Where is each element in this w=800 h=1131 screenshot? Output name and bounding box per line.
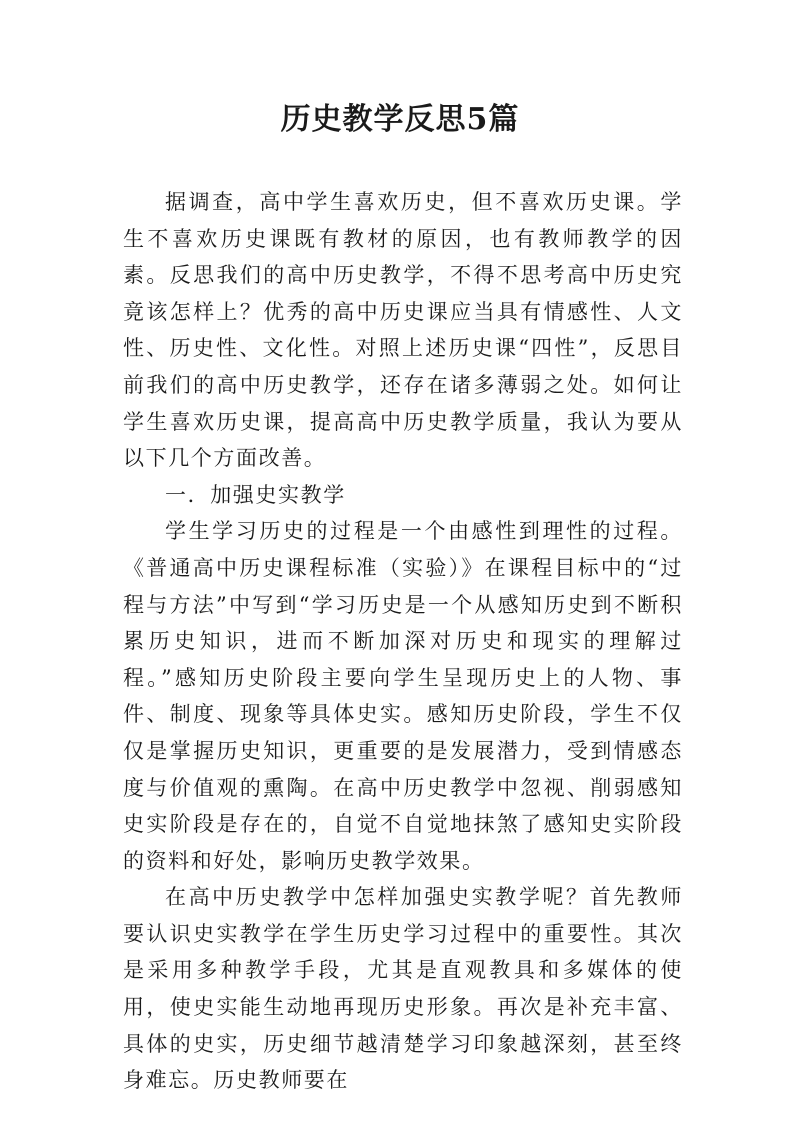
paragraph-how-to-strengthen: 在高中历史教学中怎样加强史实教学呢？首先教师要认识史实教学在学生历史学习过程中的重要性。其次是采用多种教学手段，尤其是直观教具和多媒体的使用，使史实能生动地再现历史形象。再次是补充丰富、具体的史实，历史细节越清楚学习印象越深刻，甚至终身难忘。历史教师要在 (123, 885, 683, 1093)
document-title: 历史教学反思5篇 (280, 102, 520, 137)
paragraph-history-learning: 学生学习历史的过程是一个由感性到理性的过程。《普通高中历史课程标准（实验）》在课程目标中的“过程与方法”中写到“学习历史是一个从感知历史到不断积累历史知识，进而不断加深对历史和现实的理解过程。”感知历史阶段主要向学生呈现历史上的人物、事件、制度、现象等具体史实。感知历史阶段，学生不仅仅是掌握历史知识，更重要的是发展潜力，受到情感态度与价值观的熏陶。在高中历史教学中忽视、削弱感知史实阶段是存在的，自觉不自觉地抹煞了感知史实阶段的资料和好处，影响历史教学效果。 (123, 519, 683, 873)
section-heading-1: 一．加强史实教学 (165, 482, 346, 507)
paragraph-intro: 据调查，高中学生喜欢历史，但不喜欢历史课。学生不喜欢历史课既有教材的原因，也有教师教学的因素。反思我们的高中历史教学，不得不思考高中历史究竟该怎样上？优秀的高中历史课应当具有情感性、人文性、历史性、文化性。对照上述历史课“四性”，反思目前我们的高中历史教学，还存在诸多薄弱之处。如何让学生喜欢历史课，提高高中历史教学质量，我认为要从以下几个方面改善。 (123, 190, 683, 471)
document-body (123, 184, 683, 1099)
